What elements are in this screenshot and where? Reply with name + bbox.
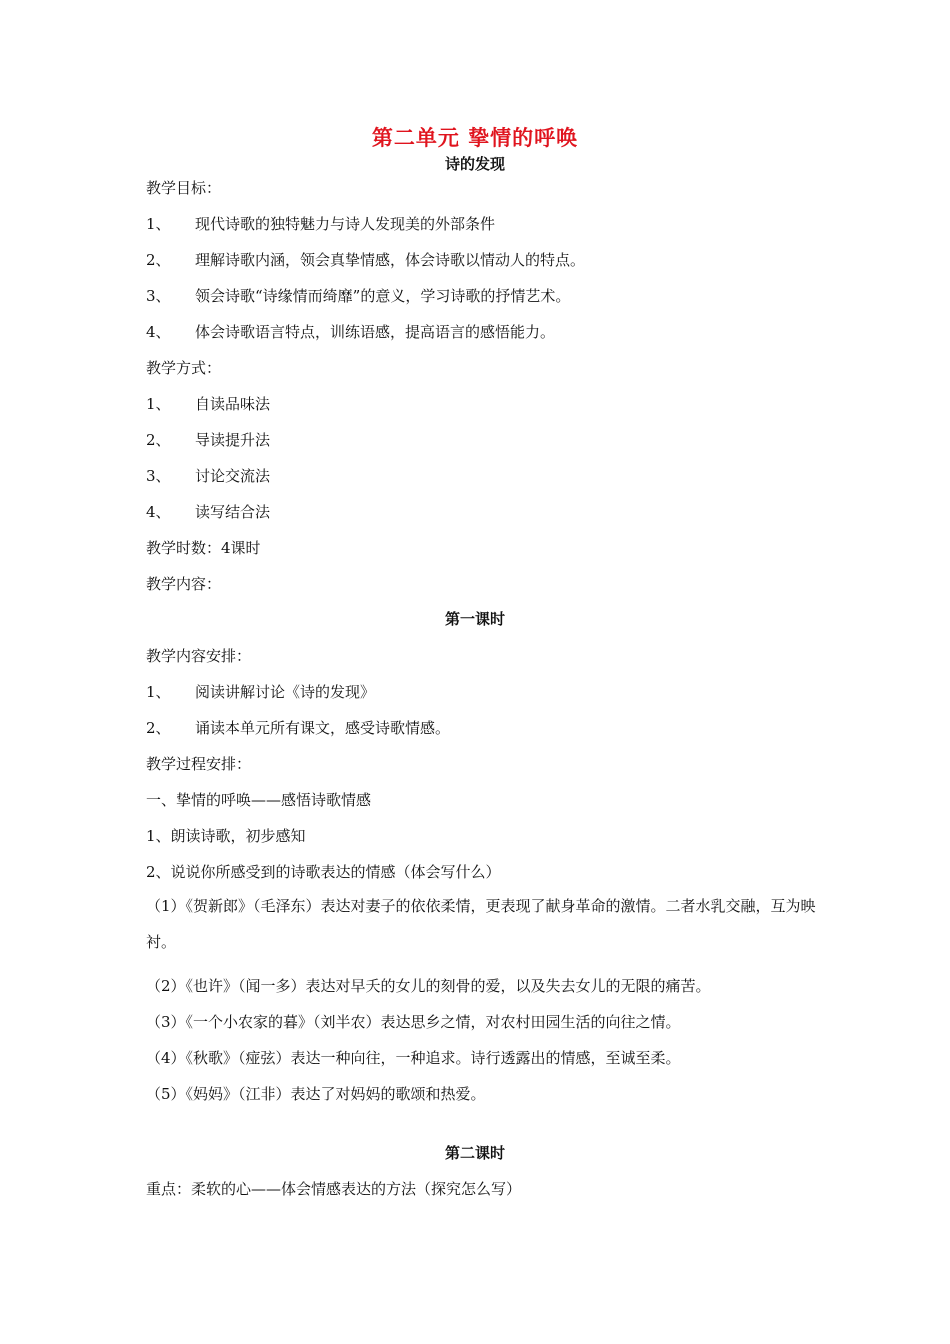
arrangement-item [146, 681, 375, 702]
lesson2-focus: 重点：柔软的心——体会情感表达的方法（探究怎么写） [146, 1180, 522, 1198]
item-text: 体会诗歌语言特点，训练语感，提高语言的感悟能力。 [195, 323, 556, 341]
lesson1-heading: 第一课时 [444, 610, 505, 628]
objective-item [146, 321, 555, 342]
poem-item: （4）《秋歌》（痖弦）表达一种向往，一种追求。诗行透露出的情感，至诚至柔。 [146, 1049, 681, 1067]
item-text: 理解诗歌内涵，领会真挚情感，体会诗歌以情动人的特点。 [195, 251, 586, 269]
unit-title: 第二单元 挚情的呼唤 [371, 126, 579, 150]
method-item [146, 429, 270, 450]
item-text: 诵读本单元所有课文，感受诗歌情感。 [195, 719, 451, 737]
arrangement-item [146, 717, 450, 738]
poem-item: （3）《一个小农家的暮》（刘半农）表达思乡之情，对农村田园生活的向往之情。 [146, 1013, 681, 1031]
item-text: 导读提升法 [195, 431, 271, 449]
part-heading: 一、挚情的呼唤——感悟诗歌情感 [146, 791, 372, 809]
arrangement-heading: 教学内容安排： [146, 647, 252, 665]
step-item: 2、说说你所感受到的诗歌表达的情感（体会写什么） [146, 863, 501, 881]
item-number: 1、 [146, 395, 171, 413]
method-item [146, 501, 270, 522]
objective-item [146, 249, 585, 270]
item-number: 2、 [146, 431, 171, 449]
item-number: 1、 [146, 683, 171, 701]
item-number: 2、 [146, 251, 171, 269]
objectives-heading: 教学目标： [146, 179, 222, 197]
item-text: 讨论交流法 [195, 467, 271, 485]
process-heading: 教学过程安排： [146, 755, 252, 773]
item-text: 阅读讲解讨论《诗的发现》 [195, 683, 376, 701]
content-heading: 教学内容： [146, 575, 222, 593]
poem-item: （2）《也许》（闻一多）表达对早夭的女儿的刻骨的爱，以及失去女儿的无限的痛苦。 [146, 977, 711, 995]
item-number: 1、 [146, 215, 171, 233]
teaching-hours: 教学时数：4课时 [146, 539, 261, 557]
objective-item [146, 285, 570, 306]
poem-item: （1）《贺新郎》（毛泽东）表达对妻子的依依柔情，更表现了献身革命的激情。二者水乳交融，互为映衬。 [146, 897, 816, 951]
poem-item: （5）《妈妈》（江非）表达了对妈妈的歌颂和热爱。 [146, 1085, 486, 1103]
item-text: 读写结合法 [195, 503, 271, 521]
item-number: 3、 [146, 287, 171, 305]
methods-heading: 教学方式： [146, 359, 222, 377]
item-text: 现代诗歌的独特魅力与诗人发现美的外部条件 [195, 215, 496, 233]
item-number: 4、 [146, 503, 171, 521]
method-item [146, 393, 270, 414]
lesson2-heading: 第二课时 [444, 1144, 505, 1162]
item-text: 自读品味法 [195, 395, 271, 413]
lesson-subtitle: 诗的发现 [444, 155, 505, 173]
item-text: 领会诗歌“诗缘情而绮靡”的意义，学习诗歌的抒情艺术。 [195, 287, 571, 305]
item-number: 4、 [146, 323, 171, 341]
method-item [146, 465, 270, 486]
item-number: 3、 [146, 467, 171, 485]
objective-item [146, 213, 495, 234]
step-item: 1、朗读诗歌，初步感知 [146, 827, 306, 845]
item-number: 2、 [146, 719, 171, 737]
